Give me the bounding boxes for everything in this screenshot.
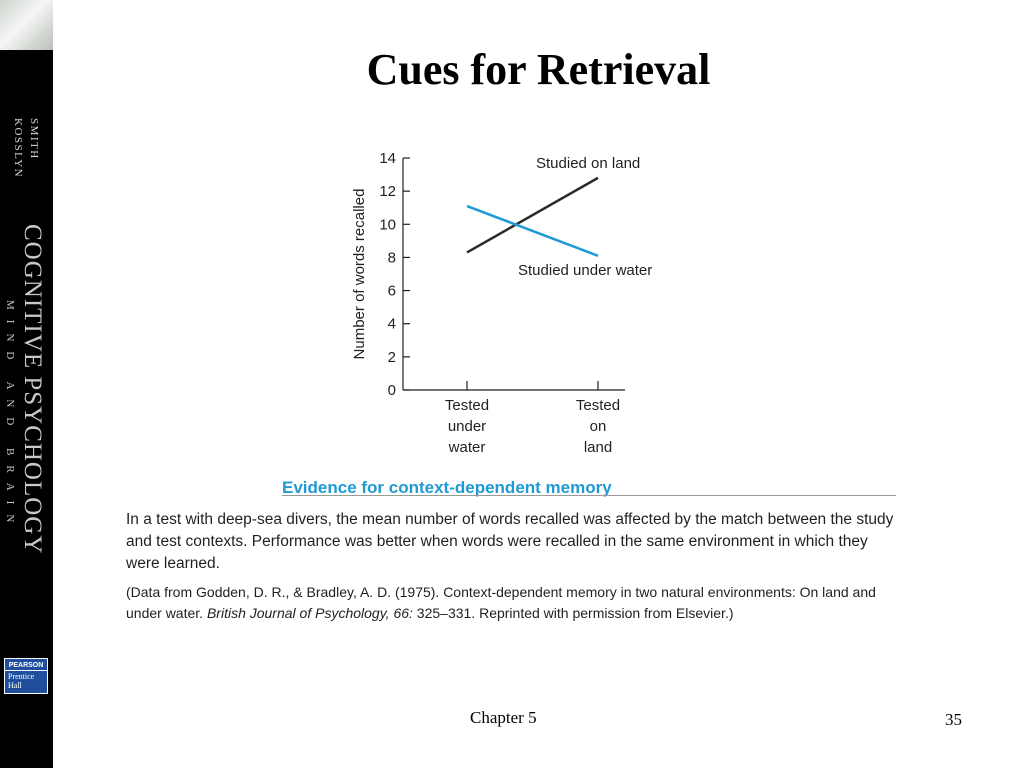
page-number: 35 [945,710,962,729]
y-axis-label: Number of words recalled [351,188,368,360]
book-spine [0,0,53,768]
caption-divider [282,495,896,496]
figure-caption-body: In a test with deep-sea divers, the mean number of words recalled was affected by the match between the study and test contexts. Performance was better when words were recalled in the same environment in which they were learned. [126,511,894,572]
y-tick-label: 6 [387,282,396,300]
y-tick-label: 14 [379,150,396,167]
spine-author-kosslyn: KOSSLYN [12,118,24,179]
source-citation: (Data from Godden, D. R., & Bradley, A. D. (1975). Context-dependent memory in two natural environments: On land and under water. [126,584,876,621]
line-chart [340,140,700,470]
y-tick-label: 2 [387,348,396,366]
x-tick-label-line: land [583,439,613,456]
x-tick-label-line: water [448,439,486,456]
footer-chapter: Chapter 5 [470,708,537,727]
spine-book-title: COGNITIVE PSYCHOLOGY [19,224,46,555]
x-tick-label-line: under [447,418,487,435]
book-cover-thumbnail [0,0,53,50]
spine-authors [6,118,48,200]
source-journal: British Journal of Psychology, 66: [206,605,413,621]
figure-caption-heading: Evidence for context-dependent memory [282,478,612,497]
y-tick-label: 0 [387,382,396,399]
x-tick-label [445,397,489,456]
y-tick-label: 10 [379,216,396,234]
x-tick-label [576,397,620,456]
x-tick-label-line: on [589,418,607,435]
publisher-name: PEARSON [5,659,47,671]
y-tick-label: 4 [387,315,396,333]
spine-author-smith: SMITH [28,118,40,160]
series-label: Studied under water [518,262,653,279]
series-line-studied-under-water [467,206,598,256]
series-label: Studied on land [536,155,641,172]
source-pages: 325–331. Reprinted with permission from Elsevier.) [416,605,734,621]
x-tick-label-line: Tested [575,397,621,414]
publisher-logo [4,658,48,694]
publisher-imprint: Prentice Hall [8,672,35,690]
figure-caption-source [126,582,896,624]
y-tick-label: 12 [379,183,396,201]
series-line-studied-on-land [467,178,598,253]
spine-book-subtitle: MIND AND BRAIN [4,300,16,533]
x-tick-label-line: Tested [444,397,490,414]
y-tick-label: 8 [387,249,396,267]
slide-title: Cues for Retrieval [366,45,711,94]
